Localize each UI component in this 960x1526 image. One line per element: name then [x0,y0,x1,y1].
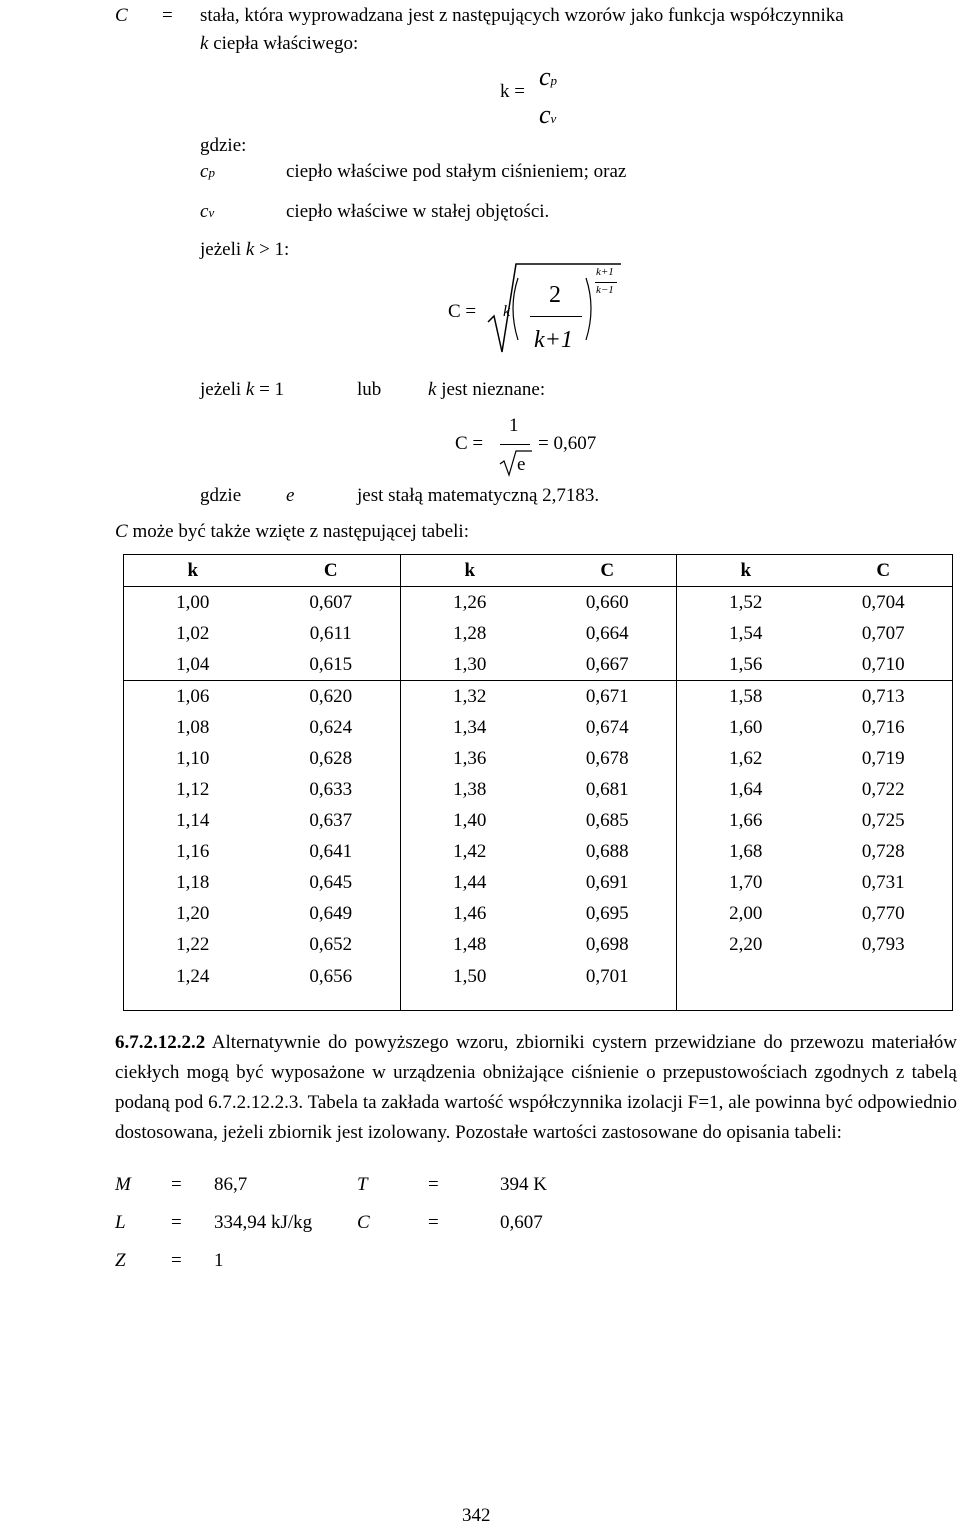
table-cell-c: 0,611 [262,618,401,649]
table-row [124,587,953,619]
table-cell-c: 0,671 [539,681,677,713]
table-cell-k: 1,64 [677,774,815,805]
formula-c1-numerator: 2 [549,282,561,308]
formula-c1-exponent-bar [595,282,617,283]
table-cell-c: 0,645 [262,867,401,898]
e-symbol: e [286,485,295,506]
table-cell-c: 0,628 [262,743,401,774]
table-cell-k: 1,16 [124,836,262,867]
table-cell-c: 0,719 [815,743,953,774]
section-text: Alternatywnie do powyższego wzoru, zbiorniki cystern przewidziane do przewozu materiałów ciekłych mogą być wyposażone w urządzenia obniżające ciśnienie o przepustowościach zgodnych z tabelą podaną pod 6.7.2.12.2.3. Tabela ta zakłada wartość współczynnika izolacji F=1, ale powinna być odpowiednio dostosowana, jeżeli zbiornik jest izolowany. Pozostałe wartości zastosowane do opisania tabeli: [115,1032,958,1143]
table-cell-c: 0,674 [539,712,677,743]
table-row [124,805,953,836]
k-unknown-text: k jest nieznane: [428,379,546,400]
table-cell-c: 0,710 [815,649,953,681]
table-cell-c: 0,731 [815,867,953,898]
table-cell-c: 0,695 [539,898,677,929]
table-header-k: k [124,555,262,587]
table-cell-k: 2,00 [677,898,815,929]
table-cell-c: 0,728 [815,836,953,867]
formula-c2-fraction-bar [500,444,530,445]
formula-c1-k: k [503,303,511,320]
table-cell-k: 1,28 [401,618,539,649]
table-cell-k: 1,04 [124,649,262,681]
table-cell-k: 1,66 [677,805,815,836]
value-symbol: M [115,1174,131,1195]
table-cell-k: 1,46 [401,898,539,929]
value-equals: = [171,1212,182,1233]
table-cell-c: 0,685 [539,805,677,836]
gdzie-e-label: gdzie [200,485,242,506]
condition-k-equals-1: jeżeli k = 1 [200,379,285,400]
value-symbol: L [115,1212,126,1233]
sqrt-sign-e [498,448,534,478]
table-cell-k: 1,00 [124,587,262,619]
section-number: 6.7.2.12.2.2 [115,1032,206,1053]
c-symbol: C [115,5,128,26]
table-row [124,836,953,867]
table-cell-k: 1,22 [124,929,262,960]
value-equals: = [428,1174,439,1195]
formula-c1-exponent-numerator: k+1 [596,266,614,278]
c-value-table [123,554,953,1011]
table-cell-k: 1,30 [401,649,539,681]
table-cell-k: 1,12 [124,774,262,805]
table-cell-k: 1,24 [124,960,262,1011]
table-cell-k: 1,34 [401,712,539,743]
table-cell-c: 0,607 [262,587,401,619]
formula-k-numerator: cp [539,62,558,91]
table-cell-c: 0,620 [262,681,401,713]
table-cell-c: 0,701 [539,960,677,1011]
table-cell-c: 0,713 [815,681,953,713]
table-cell-c: 0,664 [539,618,677,649]
table-cell-c: 0,707 [815,618,953,649]
table-cell-c: 0,652 [262,929,401,960]
table-header-c: C [815,555,953,587]
table-cell-k: 1,06 [124,681,262,713]
table-cell-k: 1,62 [677,743,815,774]
table-cell-c: 0,656 [262,960,401,1011]
value-number: 394 K [500,1174,547,1195]
table-cell-k: 1,42 [401,836,539,867]
left-paren [513,278,518,340]
table-cell-k: 1,54 [677,618,815,649]
value-symbol: Z [115,1250,126,1271]
value-number: 1 [214,1250,224,1271]
c-equals: = [162,5,173,26]
table-cell-c: 0,660 [539,587,677,619]
formula-c2-lhs: C = [455,433,484,454]
value-number: 86,7 [214,1174,248,1195]
value-symbol: T [357,1174,368,1195]
table-cell-k: 1,60 [677,712,815,743]
table-cell-k: 1,56 [677,649,815,681]
value-equals: = [171,1250,182,1271]
value-number: 0,607 [500,1212,543,1233]
table-row [124,774,953,805]
table-cell-c: 0,704 [815,587,953,619]
table-cell-k: 1,48 [401,929,539,960]
table-cell-c: 0,698 [539,929,677,960]
table-cell-k: 2,20 [677,929,815,960]
table-cell-k: 1,20 [124,898,262,929]
table-cell-k: 1,18 [124,867,262,898]
table-intro: C może być także wzięte z następującej tabeli: [115,521,469,542]
table-cell-k: 1,68 [677,836,815,867]
lub-text: lub [357,379,382,400]
section-paragraph [115,1028,957,1148]
table-cell-c: 0,725 [815,805,953,836]
table-cell-k: 1,70 [677,867,815,898]
table-cell-k: 1,08 [124,712,262,743]
table-row [124,618,953,649]
table-cell-c: 0,637 [262,805,401,836]
table-cell-c: 0,615 [262,649,401,681]
table-cell-c: 0,633 [262,774,401,805]
table-cell-k: 1,50 [401,960,539,1011]
right-paren [586,278,591,340]
table-cell-k: 1,14 [124,805,262,836]
table-header-k: k [401,555,539,587]
table-row [124,743,953,774]
table-row [124,898,953,929]
table-cell-k [677,960,815,1011]
value-equals: = [428,1212,439,1233]
table-cell-c: 0,722 [815,774,953,805]
table-row [124,929,953,960]
cv-description: ciepło właściwe w stałej objętości. [286,201,550,222]
page-number: 342 [462,1505,491,1526]
cp-description: ciepło właściwe pod stałym ciśnieniem; oraz [286,161,627,182]
formula-c1-exponent-denominator: k−1 [596,284,614,296]
table-cell-k: 1,36 [401,743,539,774]
value-symbol: C [357,1212,370,1233]
c-definition-line1: stała, która wyprowadzana jest z następujących wzorów jako funkcja współczynnika [200,5,844,26]
cv-symbol: cv [200,201,215,222]
table-cell-k: 1,32 [401,681,539,713]
table-cell-k: 1,38 [401,774,539,805]
value-number: 334,94 kJ/kg [214,1212,313,1233]
table-cell-c: 0,681 [539,774,677,805]
formula-c1-lhs: C = [448,301,477,322]
table-cell-c: 0,667 [539,649,677,681]
table-cell-k: 1,10 [124,743,262,774]
table-header-k: k [677,555,815,587]
table-header-c: C [262,555,401,587]
formula-k-lhs: k = [500,81,525,102]
table-row [124,867,953,898]
table-header-c: C [539,555,677,587]
table-row [124,649,953,681]
formula-k-denominator: cv [539,100,557,129]
table-cell-c: 0,649 [262,898,401,929]
c-definition-line2: k ciepła właściwego: [200,33,359,54]
table-cell-c: 0,678 [539,743,677,774]
table-cell-c: 0,793 [815,929,953,960]
table-cell-c [815,960,953,1011]
e-description: jest stałą matematyczną 2,7183. [357,485,600,506]
table-row [124,960,953,1011]
table-header-row [124,555,953,587]
table-cell-k: 1,02 [124,618,262,649]
table-cell-c: 0,691 [539,867,677,898]
table-cell-c: 0,688 [539,836,677,867]
formula-c2-denominator: e [517,454,526,475]
formula-c2-numerator: 1 [509,415,519,436]
table-cell-k: 1,44 [401,867,539,898]
table-cell-k: 1,40 [401,805,539,836]
table-cell-c: 0,770 [815,898,953,929]
table-cell-c: 0,716 [815,712,953,743]
table-row [124,712,953,743]
cp-symbol: cp [200,161,215,182]
formula-c2-result: = 0,607 [538,433,597,454]
value-equals: = [171,1174,182,1195]
where-label: gdzie: [200,135,247,156]
table-row [124,681,953,713]
table-cell-k: 1,58 [677,681,815,713]
table-cell-c: 0,641 [262,836,401,867]
formula-c1-denominator: k+1 [534,327,573,353]
table-cell-c: 0,624 [262,712,401,743]
formula-c1-fraction-bar [530,316,582,317]
condition-k-greater-1: jeżeli k > 1: [200,239,290,260]
table-cell-k: 1,26 [401,587,539,619]
table-cell-k: 1,52 [677,587,815,619]
